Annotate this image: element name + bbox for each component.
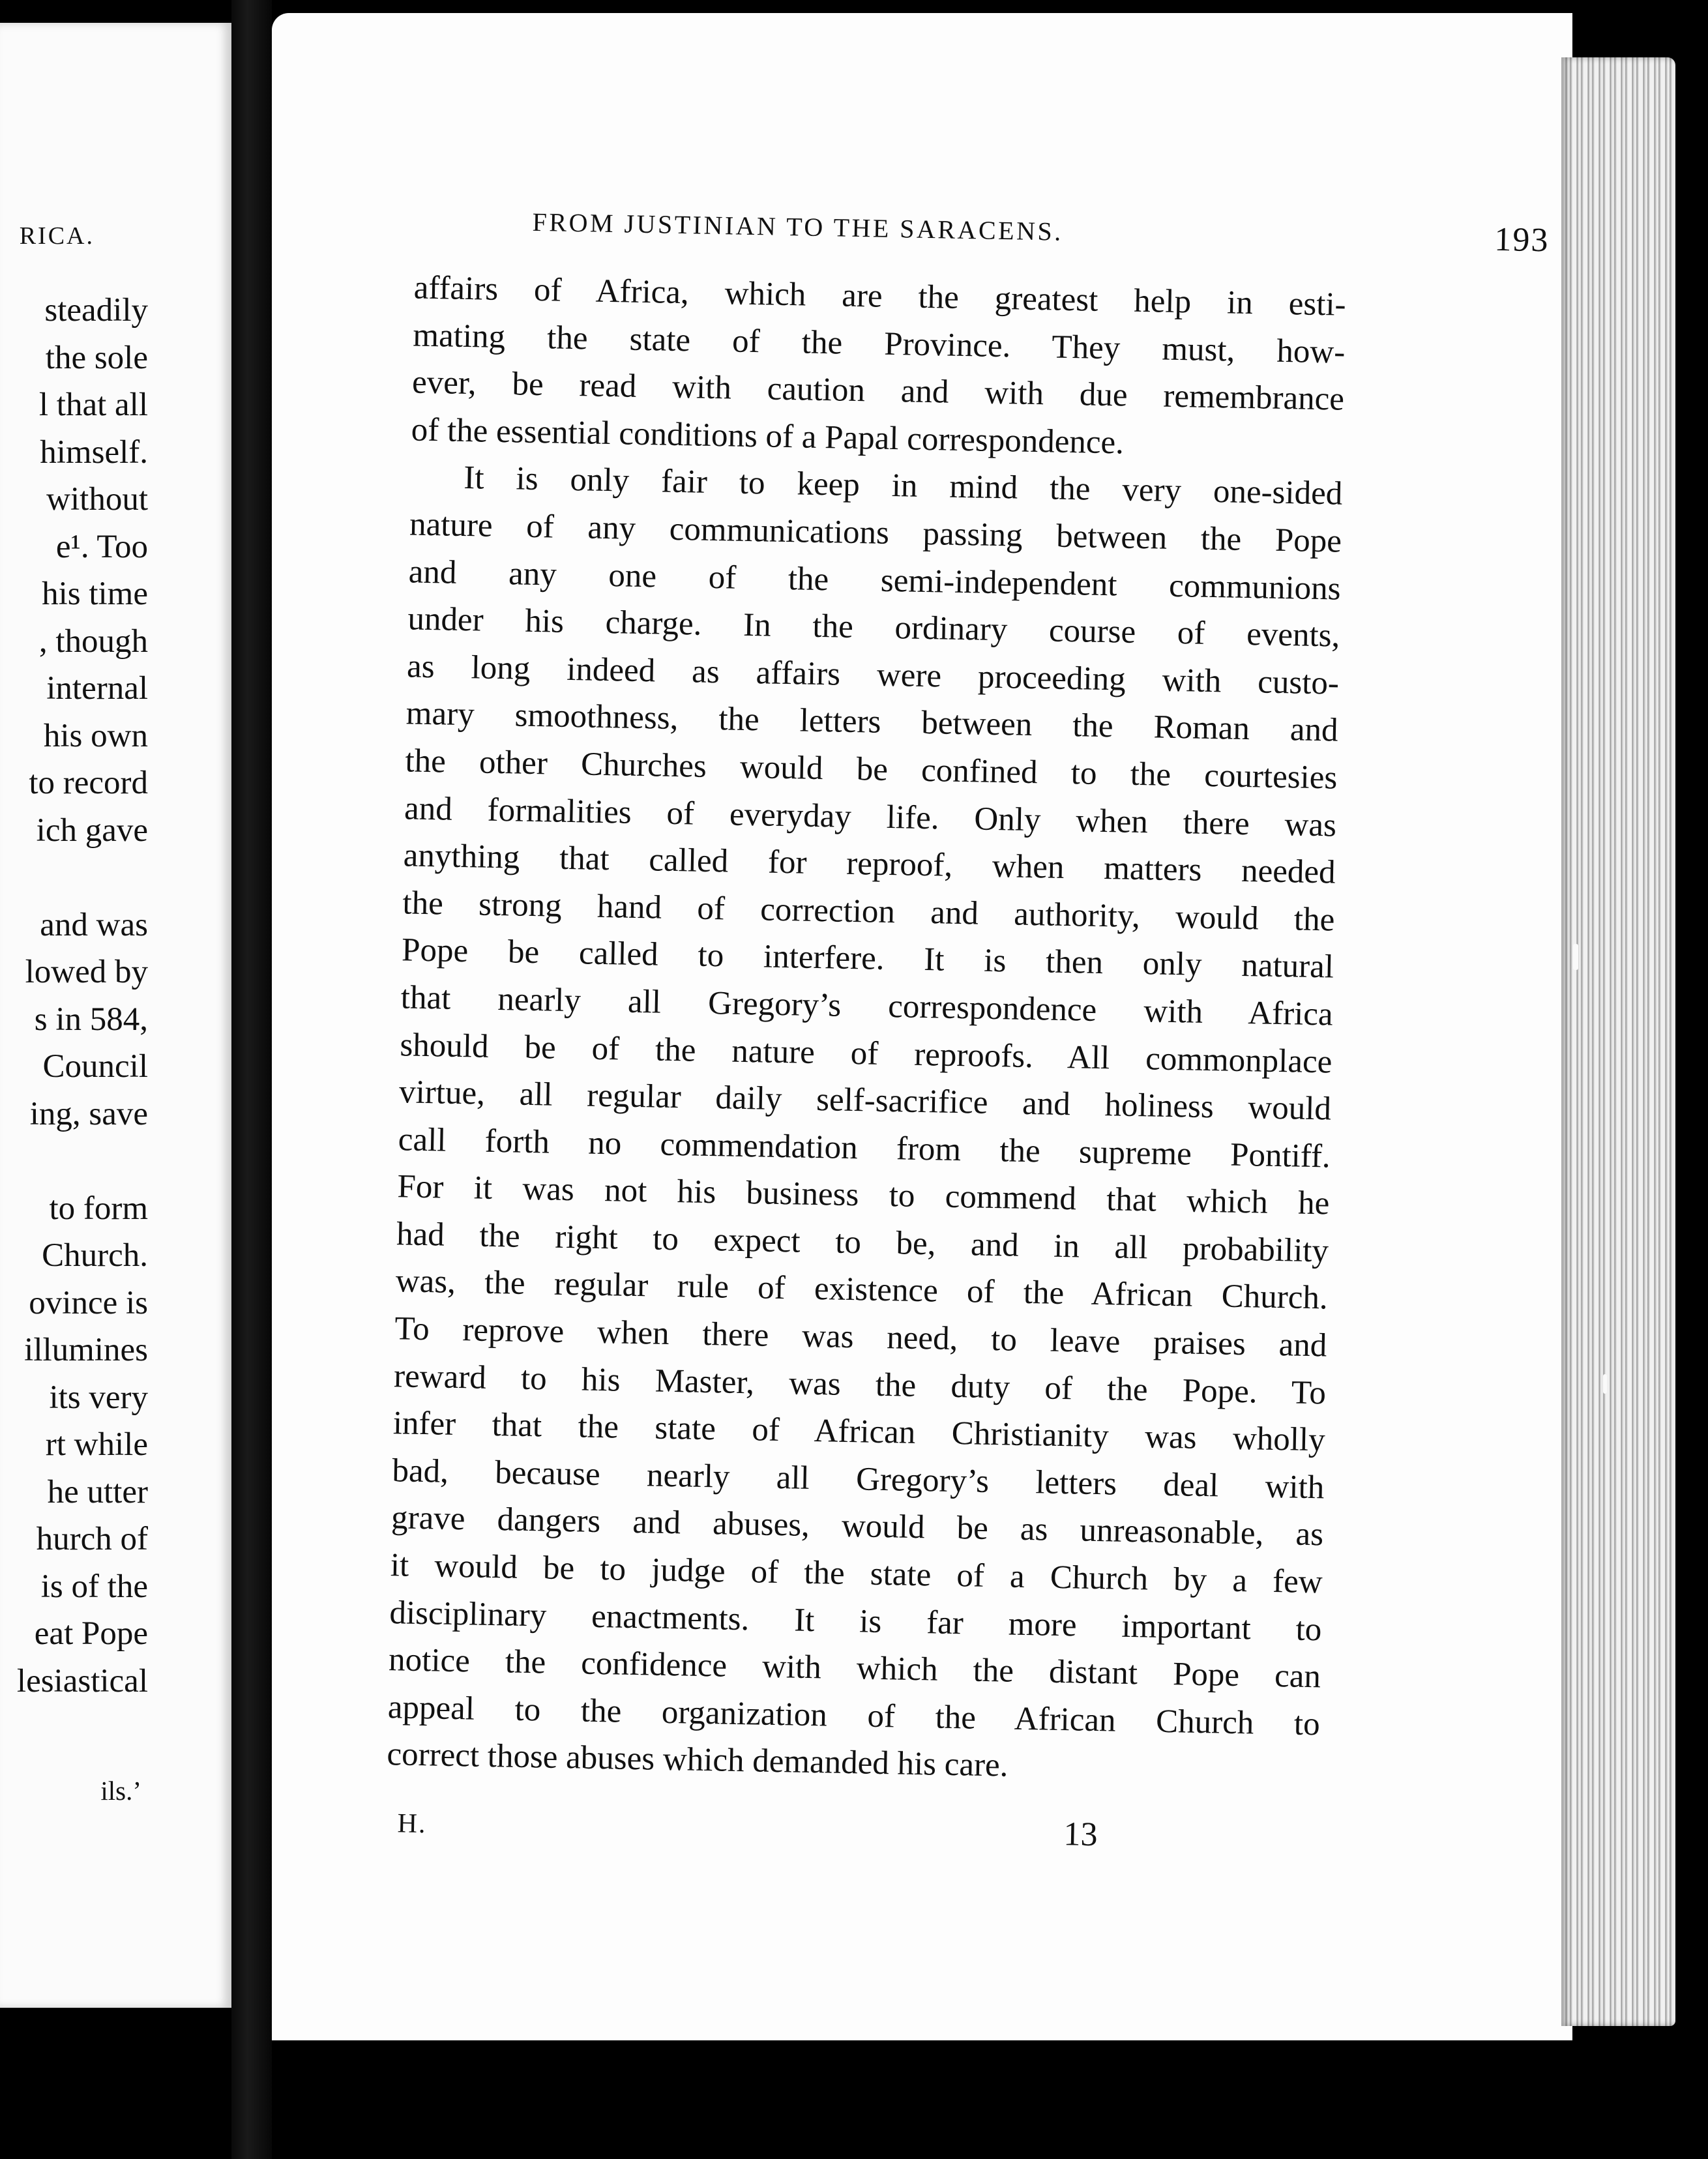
body-text-line: anything that called for reproof, when matters needed [403,837,1336,891]
body-text-line: reward to his Master, was the duty of the Pope. To [393,1357,1327,1412]
body-text-line: under his charge. In the ordinary course of events, [407,600,1340,654]
left-text-line: ich gave [36,812,148,849]
left-text-line: his own [43,717,148,754]
signature-mark: H. [397,1808,427,1840]
left-text-line: to record [29,765,148,801]
body-text-line: that nearly all Gregory’s correspondence with Africa [400,979,1334,1033]
left-text-line: internal [46,670,148,707]
left-text-line: s in 584, [34,1001,148,1038]
left-text-line: rt while [45,1426,148,1463]
body-text-line: virtue, all regular daily self-sacrifice and holiness would [398,1074,1332,1128]
left-text-line: to form [49,1190,148,1227]
body-text-line: Pope be called to interfere. It is then only natural [401,932,1334,986]
left-text-line: lesiastical [16,1662,148,1699]
body-text-line: affairs of Africa, which are the greatest help in esti- [413,269,1347,323]
page-fore-edge [1561,57,1675,2026]
body-text-line: as long indeed as affairs were proceeding with custo- [406,648,1340,702]
left-paragraph-gap [0,854,148,902]
left-text-line: eat Pope [34,1615,148,1652]
body-text-line: call forth no commendation from the supreme Pontiff. [398,1121,1331,1175]
body-text-line: disciplinary enactments. It is far more important to [389,1594,1322,1648]
left-text-line: Council [42,1048,148,1085]
body-text-line: the strong hand of correction and authority, would the [402,885,1335,939]
left-text-line: himself. [40,433,148,471]
body-text-line: ever, be read with caution and with due remembrance [411,364,1345,418]
body-text-line: It is only fair to keep in mind the very one-sided [463,460,1343,513]
book-gutter [231,0,272,2159]
left-text-column [0,287,148,1705]
body-text-line: and any one of the semi-independent communions [408,553,1342,608]
main-page [272,13,1572,2040]
body-text-line: should be of the nature of reproofs. All commonplace [400,1026,1333,1081]
left-footnote: ils.’ [100,1776,141,1806]
body-text-line: correct those abuses which demanded his care. [387,1736,1009,1784]
left-text-line: illumines [24,1332,148,1368]
body-text-line: and formalities of everyday life. Only when there was [404,789,1337,844]
left-paragraph-gap [0,1138,148,1185]
left-text-line: its very [49,1379,148,1416]
running-title: FROM JUSTINIAN TO THE SARACENS. [532,207,1064,246]
left-text-line: without [46,481,148,518]
left-text-line: the sole [45,339,148,376]
edge-highlight [1603,1374,1607,1394]
left-text-line: and was [40,906,148,943]
body-text-line: mating the state of the Province. They must, how- [412,317,1346,371]
body-text-line: was, the regular rule of existence of the African Church. [395,1263,1329,1317]
left-text-line: steadily [44,292,148,329]
signature-number: 13 [1063,1815,1098,1854]
body-text-line: the other Churches would be confined to the courtesies [404,742,1338,797]
body-text-line: infer that the state of African Christianity was wholly [392,1405,1326,1459]
body-text-line: bad, because nearly all Gregory’s letters deal with [392,1452,1325,1506]
body-text-line: it would be to judge of the state of a Church by a few [390,1547,1323,1601]
left-running-header: RICA. [19,222,95,250]
main-page-content [272,13,1572,2040]
body-text-line: appeal to the organization of the African Church to [387,1688,1321,1743]
left-text-line: he utter [47,1473,148,1510]
left-text-line: ovince is [29,1284,148,1321]
body-text-line: mary smoothness, the letters between the Roman and [405,695,1339,749]
body-text-line: For it was not his business to commend that which he [397,1168,1330,1222]
body-text-line: had the right to expect to be, and in all probability [396,1216,1329,1270]
left-text-line: l that all [38,387,148,423]
running-header [532,207,1550,265]
left-page-fragment [0,23,231,2008]
left-text-line: is of the [40,1568,148,1605]
body-text-line: notice the confidence with which the distant Pope can [388,1641,1321,1696]
left-text-line: lowed by [25,954,148,990]
body-text-line: To reprove when there was need, to leave praises and [394,1310,1327,1364]
left-text-line: ing, save [29,1095,148,1132]
left-text-line: Church. [42,1237,148,1274]
left-text-line: his time [42,576,148,612]
body-text [387,265,1346,1796]
body-text-line: nature of any communications passing between the Pope [409,506,1342,560]
body-text-line: of the essential conditions of a Papal correspondence. [411,411,1125,462]
left-text-line: e¹. Too [55,528,148,565]
page-number: 193 [1494,220,1550,259]
edge-highlight [1573,944,1578,970]
body-text-line: grave dangers and abuses, would be as unreasonable, as [390,1499,1324,1553]
left-text-line: , though [38,623,148,660]
left-text-line: hurch of [36,1521,148,1557]
